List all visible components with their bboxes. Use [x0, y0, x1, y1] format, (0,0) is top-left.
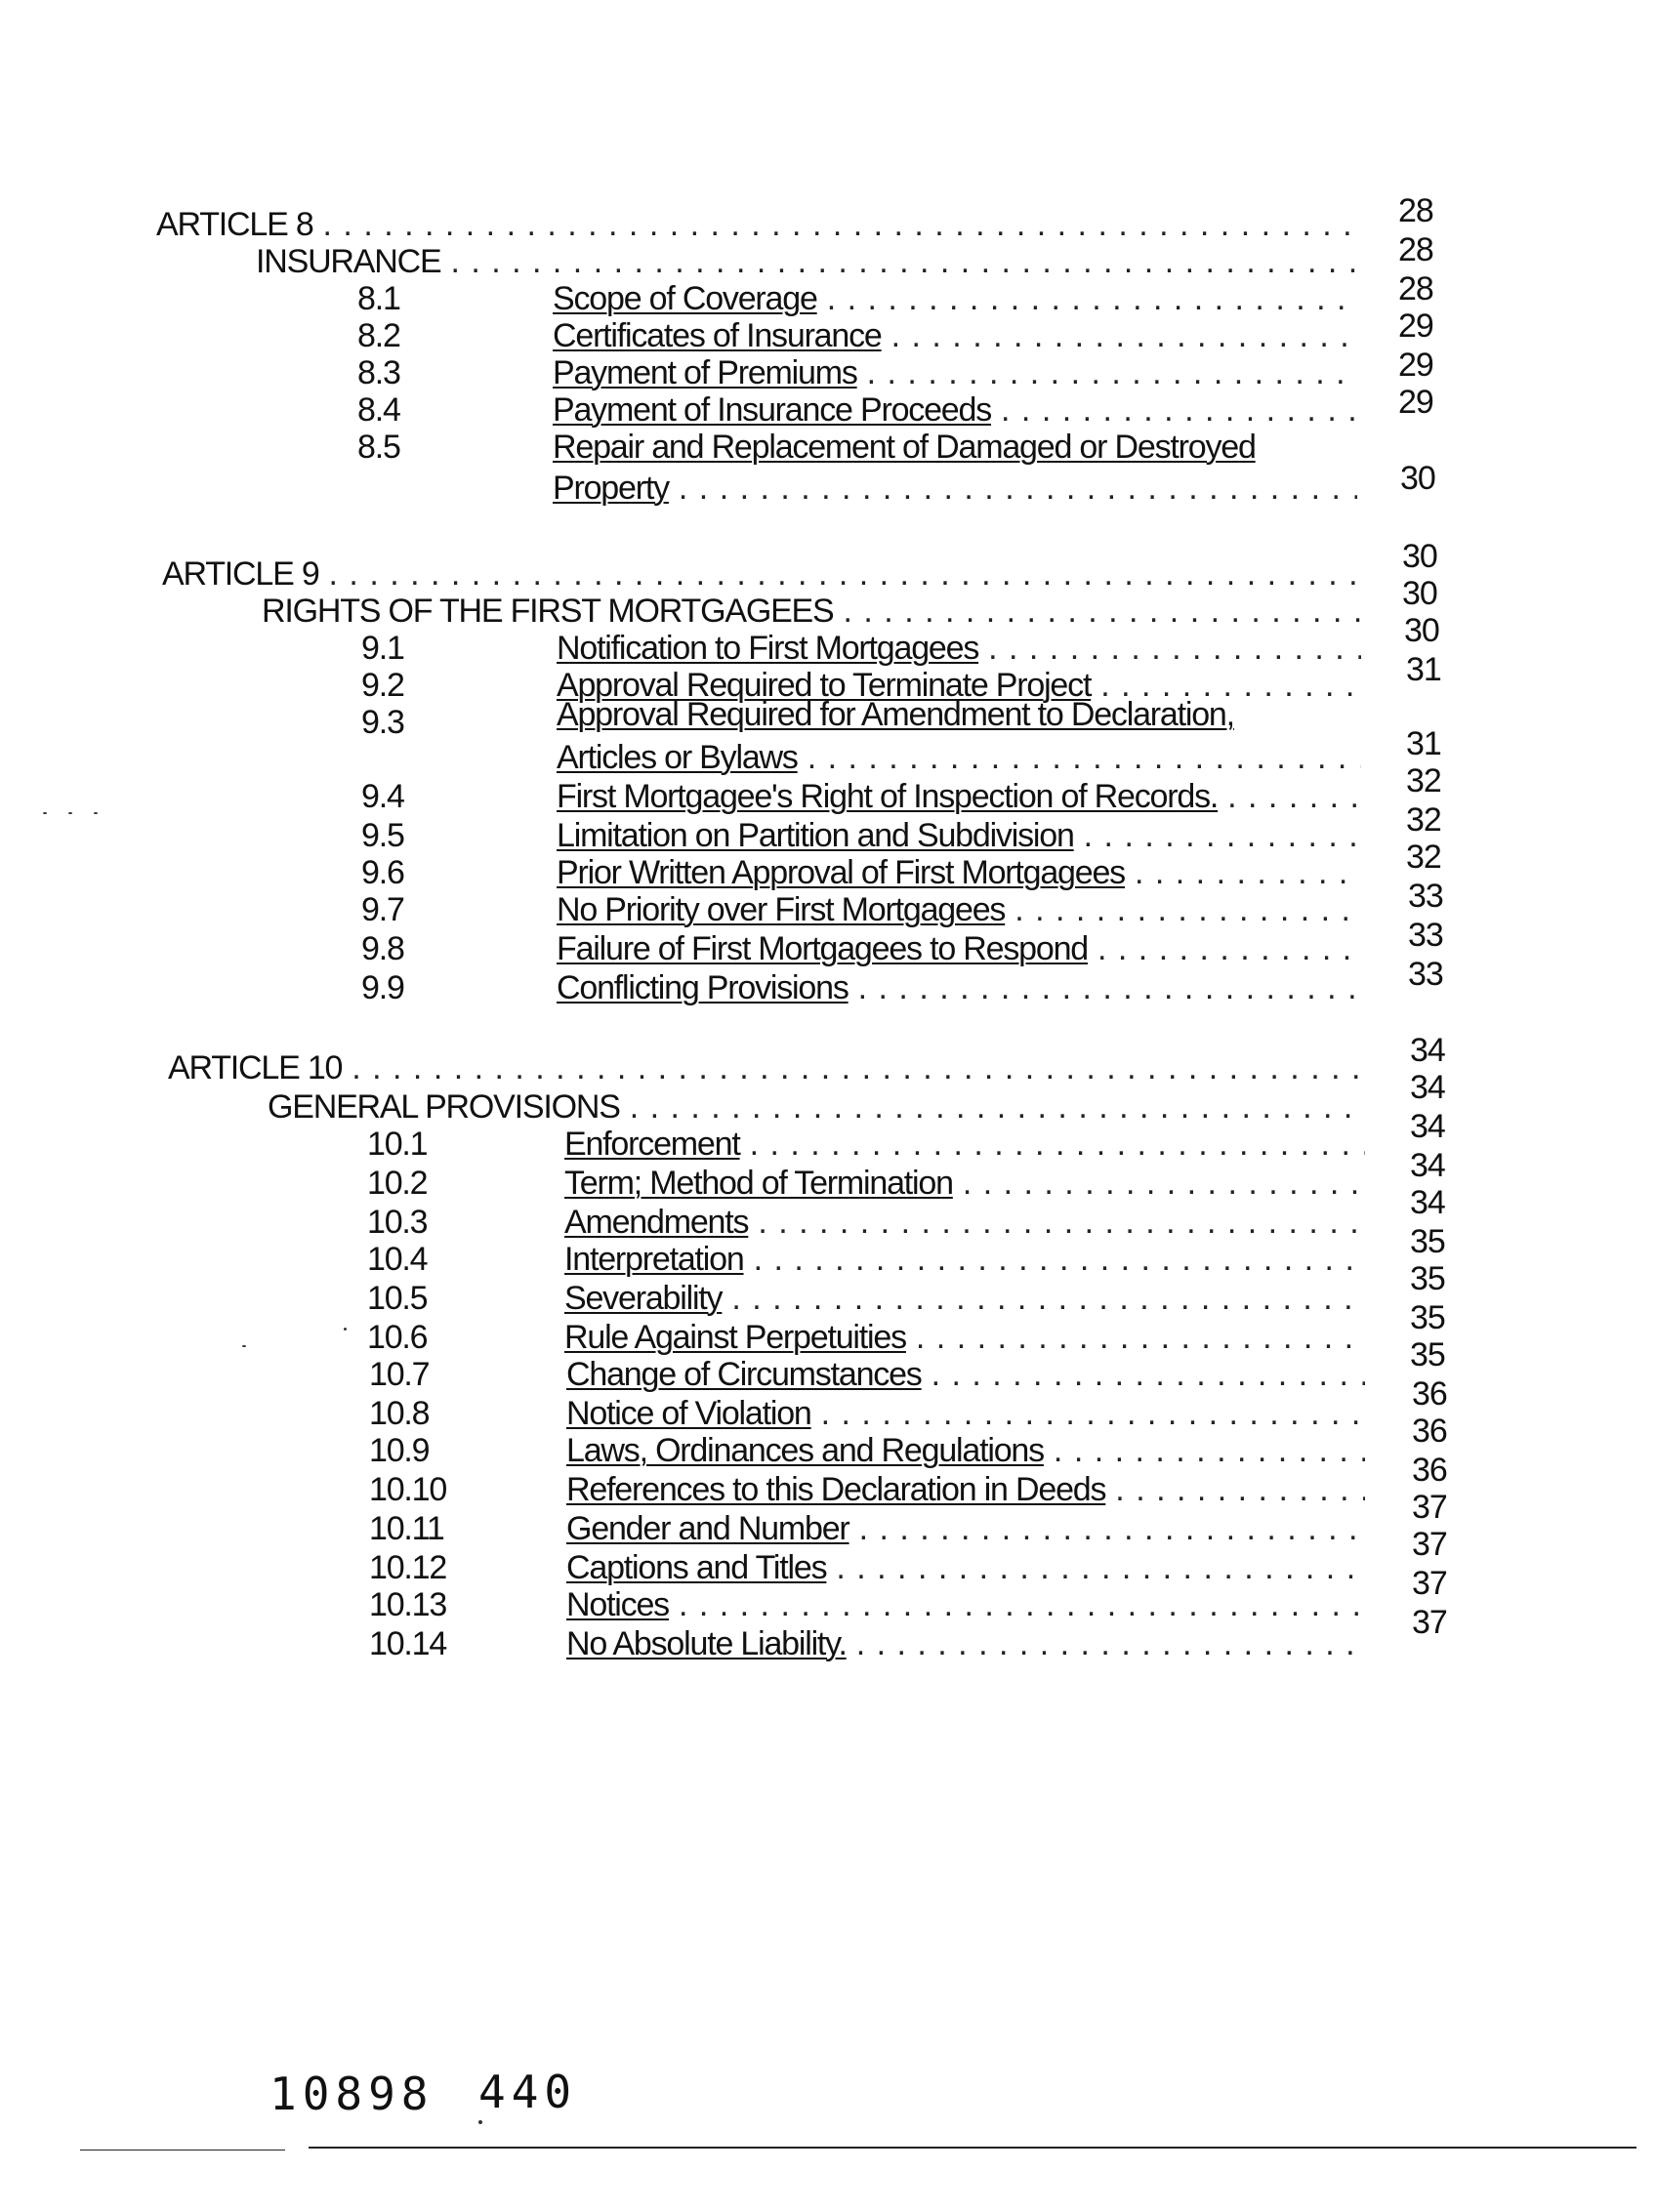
page-number: 35	[1410, 1223, 1445, 1260]
page-number: 28	[1398, 192, 1433, 229]
section-number: 8.1	[357, 280, 400, 317]
toc-section-10-11	[369, 1509, 1375, 1548]
dot-leader	[450, 242, 1357, 281]
section-title: Interpretation	[564, 1241, 744, 1278]
page-number: 30	[1402, 575, 1437, 612]
dot-leader	[988, 629, 1361, 668]
dot-leader	[352, 1048, 1365, 1087]
dot-leader	[1084, 816, 1361, 855]
page-number: 28	[1398, 270, 1433, 307]
section-number: 10.10	[369, 1471, 447, 1508]
section-number: 10.1	[367, 1126, 428, 1163]
page-number: 30	[1400, 460, 1435, 497]
dot-leader	[1097, 929, 1361, 968]
page-number: 34	[1410, 1147, 1445, 1184]
dot-leader	[836, 1548, 1365, 1587]
section-title: No Priority over First Mortgagees	[557, 891, 1006, 928]
scan-speck	[344, 1328, 347, 1331]
page-number: 29	[1398, 347, 1433, 384]
page-number: 35	[1410, 1299, 1445, 1336]
section-number: 9.7	[361, 891, 404, 928]
bottom-rule-long	[309, 2147, 1636, 2149]
page-number: 31	[1406, 651, 1441, 688]
toc-section-10-7	[369, 1355, 1375, 1394]
section-title: Failure of First Mortgagees to Respond	[557, 930, 1089, 967]
section-title: Change of Circumstances	[566, 1356, 922, 1393]
page-number: 36	[1412, 1375, 1447, 1413]
page-number: 37	[1412, 1489, 1447, 1526]
section-number: 10.4	[367, 1241, 428, 1278]
section-number: 10.12	[369, 1549, 447, 1586]
dot-leader	[1001, 390, 1357, 430]
dot-leader	[858, 968, 1361, 1007]
toc-section-9-6	[361, 853, 1371, 892]
article-label: ARTICLE 9	[162, 555, 319, 593]
page-number: 34	[1410, 1108, 1445, 1145]
section-title: Captions and Titles	[566, 1549, 827, 1586]
section-title: Severability	[564, 1280, 723, 1317]
dot-leader	[916, 1318, 1365, 1357]
bottom-rule	[80, 2150, 285, 2151]
article-title: RIGHTS OF THE FIRST MORTGAGEES	[262, 593, 834, 630]
dot-leader	[679, 469, 1357, 508]
page-number: 36	[1412, 1413, 1447, 1450]
page-number: 37	[1412, 1526, 1447, 1563]
section-title: Scope of Coverage	[553, 280, 817, 317]
page-number: 33	[1408, 878, 1443, 915]
dot-leader	[827, 279, 1357, 318]
dot-leader	[750, 1125, 1365, 1164]
section-title: Notices	[566, 1586, 669, 1623]
toc-article-10-title	[268, 1087, 1375, 1126]
toc-article-10	[168, 1048, 1375, 1087]
toc-section-10-12	[369, 1548, 1375, 1587]
article-title: INSURANCE	[256, 243, 441, 280]
toc-section-8-1	[357, 279, 1367, 318]
section-title: Term; Method of Termination	[564, 1165, 953, 1202]
section-number: 8.2	[357, 317, 400, 354]
scan-speck	[68, 812, 72, 814]
toc-section-10-2	[367, 1164, 1375, 1203]
dot-leader	[856, 1624, 1365, 1663]
dot-leader	[821, 1394, 1365, 1433]
section-number: 10.2	[367, 1165, 428, 1202]
scan-speck	[43, 812, 47, 814]
section-title: Notification to First Mortgagees	[557, 630, 979, 667]
toc-section-10-6	[367, 1318, 1375, 1357]
page-number: 37	[1412, 1565, 1447, 1602]
section-number: 9.9	[361, 969, 404, 1006]
dot-leader	[731, 1279, 1365, 1318]
section-number: 10.11	[369, 1510, 444, 1547]
scan-speck	[242, 1345, 246, 1347]
page-number: 30	[1404, 612, 1439, 649]
section-title: Certificates of Insurance	[553, 317, 882, 354]
section-number: 10.7	[369, 1356, 430, 1393]
section-title: Amendments	[564, 1204, 749, 1241]
article-title: GENERAL PROVISIONS	[268, 1088, 620, 1126]
page-number: 37	[1412, 1604, 1447, 1641]
toc-section-10-8	[369, 1394, 1375, 1433]
section-title: Gender and Number	[566, 1510, 849, 1547]
section-number: 9.8	[361, 930, 404, 967]
toc-section-9-1	[361, 629, 1371, 668]
section-number: 8.4	[357, 391, 400, 429]
dot-leader	[844, 592, 1361, 631]
section-number: 10.5	[367, 1280, 428, 1317]
toc-section-10-4	[367, 1240, 1375, 1279]
section-number: 10.3	[367, 1204, 428, 1241]
dot-leader	[1227, 777, 1361, 816]
scan-speck	[94, 812, 98, 814]
toc-section-10-13	[369, 1585, 1375, 1624]
book-number: 10898	[269, 2068, 435, 2120]
toc-section-9-8	[361, 929, 1371, 968]
section-title: Notice of Violation	[566, 1395, 811, 1432]
section-title: Repair and Replacement of Damaged or Destroyed	[553, 429, 1256, 466]
section-number: 9.2	[361, 667, 404, 704]
page-number: 33	[1408, 917, 1443, 954]
dot-leader	[1014, 890, 1361, 929]
section-title: Laws, Ordinances and Regulations	[566, 1432, 1044, 1469]
toc-article-8	[156, 205, 1367, 244]
page-number: 34	[1410, 1184, 1445, 1221]
toc-section-9-7	[361, 890, 1371, 929]
toc-section-9-4	[361, 777, 1371, 816]
page-number: 34	[1410, 1069, 1445, 1106]
section-number: 10.13	[369, 1586, 447, 1623]
dot-leader	[1054, 1431, 1365, 1470]
dot-leader	[679, 1585, 1365, 1624]
toc-section-10-3	[367, 1203, 1375, 1242]
page-number: 32	[1406, 762, 1441, 799]
section-title: Enforcement	[564, 1126, 740, 1163]
toc-article-8-title	[256, 242, 1367, 281]
section-title: Prior Written Approval of First Mortgagees	[557, 854, 1125, 891]
toc-section-10-9	[369, 1431, 1375, 1470]
toc-section-8-3	[357, 353, 1367, 392]
section-number: 10.9	[369, 1432, 430, 1469]
toc-section-10-14	[369, 1624, 1375, 1663]
scan-speck	[478, 2120, 482, 2124]
article-label: ARTICLE 8	[156, 206, 313, 243]
toc-section-9-9	[361, 968, 1371, 1007]
dot-leader	[867, 353, 1357, 392]
section-title: Approval Required to Terminate Project	[557, 667, 1092, 704]
toc-section-9-3-cont	[557, 738, 1371, 777]
page-number: 31	[1406, 725, 1441, 762]
page-number: 32	[1406, 801, 1441, 839]
toc-article-9	[162, 554, 1371, 594]
section-title-cont: Property	[553, 470, 669, 507]
toc-section-8-5-cont	[553, 469, 1367, 508]
section-title-cont: Articles or Bylaws	[557, 739, 798, 776]
toc-section-10-10	[369, 1470, 1375, 1509]
dot-leader	[630, 1087, 1365, 1126]
dot-leader	[329, 554, 1361, 594]
dot-leader	[963, 1164, 1365, 1203]
dot-leader	[859, 1509, 1365, 1548]
toc-section-8-4	[357, 390, 1367, 430]
page-number: 35	[1410, 1260, 1445, 1297]
section-number: 9.4	[361, 778, 404, 815]
dot-leader	[323, 205, 1357, 244]
section-number: 8.3	[357, 354, 400, 391]
dot-leader	[758, 1203, 1365, 1242]
section-number: 10.8	[369, 1395, 430, 1432]
section-title: Conflicting Provisions	[557, 969, 849, 1006]
section-title: Rule Against Perpetuities	[564, 1319, 906, 1356]
dot-leader	[932, 1355, 1365, 1394]
section-title: Approval Required for Amendment to Declaration,	[557, 696, 1234, 733]
section-number: 9.1	[361, 630, 404, 667]
section-number: 9.3	[361, 704, 404, 741]
section-number: 10.6	[367, 1319, 428, 1356]
page-number: 32	[1406, 839, 1441, 876]
page-number: 36	[1412, 1452, 1447, 1489]
section-number: 9.6	[361, 854, 404, 891]
section-title: References to this Declaration in Deeds	[566, 1471, 1106, 1508]
page-number: 28	[1398, 231, 1433, 268]
section-title: Payment of Insurance Proceeds	[553, 391, 992, 429]
section-number: 9.5	[361, 817, 404, 854]
dot-leader	[1115, 1470, 1365, 1509]
section-title: No Absolute Liability.	[566, 1625, 847, 1662]
section-title: First Mortgagee's Right of Inspection of Records.	[557, 778, 1219, 815]
page-number: 34	[1410, 1032, 1445, 1069]
toc-section-8-2	[357, 316, 1367, 355]
page-number: 29	[1398, 384, 1433, 421]
toc-article-9-title	[262, 592, 1371, 631]
page-number: 30	[1402, 538, 1437, 575]
book-page-number: 440	[478, 2066, 578, 2118]
dot-leader	[1135, 853, 1361, 892]
section-number: 8.5	[357, 429, 400, 466]
page-number: 35	[1410, 1336, 1445, 1373]
toc-section-10-1	[367, 1125, 1375, 1164]
article-label: ARTICLE 10	[168, 1049, 343, 1086]
section-title: Payment of Premiums	[553, 354, 857, 391]
page-number: 29	[1398, 307, 1433, 345]
dot-leader	[754, 1240, 1365, 1279]
toc-section-9-5	[361, 816, 1371, 855]
dot-leader	[807, 738, 1361, 777]
page-number: 33	[1408, 956, 1443, 993]
section-title: Limitation on Partition and Subdivision	[557, 817, 1074, 854]
dot-leader	[891, 316, 1357, 355]
section-number: 10.14	[369, 1625, 447, 1662]
toc-section-10-5	[367, 1279, 1375, 1318]
